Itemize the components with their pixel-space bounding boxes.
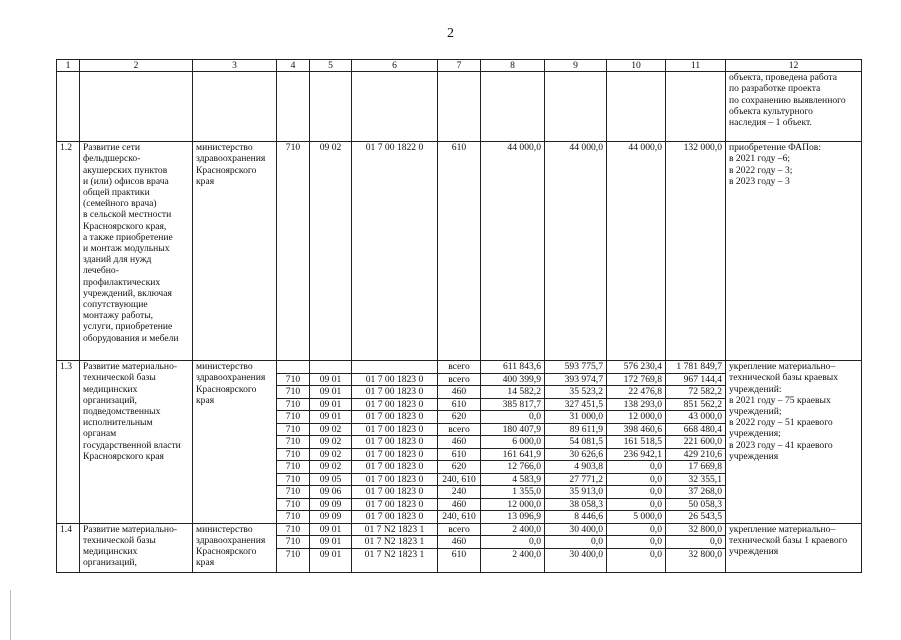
result-cell: укрепление материально– технической базы краевых учреждений: в 2021 году – 75 краевых учреждений; в 2022 году – 51 краевого учреждения; в 2023 году – 41 краевого учреждения (726, 361, 862, 524)
vr-cell: всего (438, 423, 481, 436)
event-name: Развитие материально- технической базы медицинских организаций, подведомственных исполнительным органам государственной власти Красноярского края (80, 361, 193, 524)
csr-cell: 01 7 00 1823 0 (352, 461, 438, 474)
value-2023: 12 000,0 (607, 411, 666, 424)
value-2023: 0,0 (607, 473, 666, 486)
row-number: 1.3 (57, 361, 80, 524)
empty-cell (666, 72, 726, 142)
row-number: 1.2 (57, 142, 80, 361)
column-header: 3 (193, 60, 277, 72)
value-2023: 44 000,0 (607, 142, 666, 361)
value-total: 43 000,0 (666, 411, 726, 424)
event-name: Развитие сети фельдшерско- акушерских пунктов и (или) офисов врача общей практики (семейного врача) в сельской местности Красноярского края, а также приобретение и монтаж модульных зданий для нужд лечебно- профилактических учреждений, включая сопутствующие монтажу работы, услуги, приобретение оборудования и мебели (80, 142, 193, 361)
vr-cell: всего (438, 373, 481, 386)
value-2022: 89 611,9 (545, 423, 607, 436)
row-1-3-line (57, 361, 862, 374)
column-header: 10 (607, 60, 666, 72)
grbs-cell: 710 (277, 398, 310, 411)
value-2022: 8 446,6 (545, 511, 607, 524)
csr-cell: 01 7 00 1823 0 (352, 436, 438, 449)
section-cell: 09 05 (310, 473, 352, 486)
vr-cell: 240 (438, 486, 481, 499)
continuation-row (57, 72, 862, 142)
section-cell: 09 09 (310, 511, 352, 524)
value-2022: 27 771,2 (545, 473, 607, 486)
value-2022: 30 626,6 (545, 448, 607, 461)
column-header: 7 (438, 60, 481, 72)
csr-cell: 01 7 00 1823 0 (352, 448, 438, 461)
vr-cell: 460 (438, 498, 481, 511)
empty-cell (545, 72, 607, 142)
empty-cell (57, 72, 80, 142)
result-cell: объекта, проведена работа по разработке проекта по сохранению выявленного объекта культурного наследия – 1 объект. (726, 72, 862, 142)
section-cell: 09 01 (310, 398, 352, 411)
grbs-cell: 710 (277, 423, 310, 436)
csr-cell: 01 7 00 1823 0 (352, 486, 438, 499)
csr-cell: 01 7 00 1823 0 (352, 498, 438, 511)
value-total: 50 058,3 (666, 498, 726, 511)
grbs-cell: 710 (277, 448, 310, 461)
grbs-cell: 710 (277, 498, 310, 511)
section-cell: 09 02 (310, 423, 352, 436)
value-total: 429 210,6 (666, 448, 726, 461)
section-cell: 09 02 (310, 461, 352, 474)
value-total: 32 800,0 (666, 523, 726, 536)
value-2021: 2 400,0 (481, 548, 545, 572)
value-2021: 12 000,0 (481, 498, 545, 511)
value-2021: 161 641,9 (481, 448, 545, 461)
section-cell: 09 02 (310, 448, 352, 461)
section-cell: 09 01 (310, 386, 352, 399)
vr-cell: 460 (438, 386, 481, 399)
value-2023: 0,0 (607, 523, 666, 536)
value-2022: 327 451,5 (545, 398, 607, 411)
value-2022: 4 903,8 (545, 461, 607, 474)
value-total: 668 480,4 (666, 423, 726, 436)
value-2021: 2 400,0 (481, 523, 545, 536)
value-2022: 593 775,7 (545, 361, 607, 374)
vr-cell: 620 (438, 411, 481, 424)
value-total: 26 543,5 (666, 511, 726, 524)
empty-cell (193, 72, 277, 142)
section-cell: 09 01 (310, 373, 352, 386)
value-2021: 12 766,0 (481, 461, 545, 474)
section-cell (310, 361, 352, 374)
value-total: 37 268,0 (666, 486, 726, 499)
result-cell: приобретение ФАПов: в 2021 году –6; в 2022 году – 3; в 2023 году – 3 (726, 142, 862, 361)
value-2021: 13 096,9 (481, 511, 545, 524)
value-2022: 44 000,0 (545, 142, 607, 361)
grbs-cell: 710 (277, 548, 310, 572)
value-2023: 161 518,5 (607, 436, 666, 449)
csr-cell: 01 7 00 1823 0 (352, 373, 438, 386)
value-2023: 172 769,8 (607, 373, 666, 386)
value-2022: 38 058,3 (545, 498, 607, 511)
value-2023: 0,0 (607, 486, 666, 499)
section-cell: 09 02 (310, 142, 352, 361)
column-header: 4 (277, 60, 310, 72)
value-2023: 398 460,6 (607, 423, 666, 436)
column-header: 12 (726, 60, 862, 72)
value-total: 1 781 849,7 (666, 361, 726, 374)
column-header: 6 (352, 60, 438, 72)
value-2022: 35 913,0 (545, 486, 607, 499)
ministry-cell: министерство здравоохранения Красноярского края (193, 523, 277, 572)
value-2022: 393 974,7 (545, 373, 607, 386)
grbs-cell: 710 (277, 486, 310, 499)
vr-cell: 610 (438, 398, 481, 411)
value-2022: 54 081,5 (545, 436, 607, 449)
value-2021: 44 000,0 (481, 142, 545, 361)
row-number: 1.4 (57, 523, 80, 572)
row-1-4-line (57, 523, 862, 536)
value-total: 0,0 (666, 536, 726, 549)
value-2023: 0,0 (607, 536, 666, 549)
value-2023: 5 000,0 (607, 511, 666, 524)
section-cell: 09 06 (310, 486, 352, 499)
value-2021: 400 399,9 (481, 373, 545, 386)
vr-cell: 240, 610 (438, 473, 481, 486)
empty-cell (310, 72, 352, 142)
vr-cell: 620 (438, 461, 481, 474)
page-number: 2 (447, 26, 454, 41)
value-2021: 611 843,6 (481, 361, 545, 374)
vr-cell: 610 (438, 448, 481, 461)
ministry-cell: министерство здравоохранения Красноярского края (193, 361, 277, 524)
row-1-2 (57, 142, 862, 361)
column-header: 9 (545, 60, 607, 72)
grbs-cell: 710 (277, 436, 310, 449)
csr-cell: 01 7 00 1822 0 (352, 142, 438, 361)
value-2022: 35 523,2 (545, 386, 607, 399)
csr-cell: 01 7 00 1823 0 (352, 398, 438, 411)
csr-cell: 01 7 00 1823 0 (352, 423, 438, 436)
value-total: 72 582,2 (666, 386, 726, 399)
csr-cell: 01 7 N2 1823 1 (352, 523, 438, 536)
grbs-cell: 710 (277, 511, 310, 524)
column-header: 5 (310, 60, 352, 72)
value-2021: 1 355,0 (481, 486, 545, 499)
header-row (57, 60, 862, 72)
empty-cell (607, 72, 666, 142)
value-2023: 576 230,4 (607, 361, 666, 374)
ministry-cell: министерство здравоохранения Красноярского края (193, 142, 277, 361)
value-2023: 138 293,0 (607, 398, 666, 411)
value-total: 967 144,4 (666, 373, 726, 386)
section-cell: 09 01 (310, 536, 352, 549)
grbs-cell: 710 (277, 411, 310, 424)
value-total: 132 000,0 (666, 142, 726, 361)
empty-cell (277, 72, 310, 142)
csr-cell (352, 361, 438, 374)
csr-cell: 01 7 00 1823 0 (352, 473, 438, 486)
vr-cell: всего (438, 361, 481, 374)
vr-cell: 460 (438, 436, 481, 449)
grbs-cell: 710 (277, 142, 310, 361)
column-header: 8 (481, 60, 545, 72)
grbs-cell: 710 (277, 373, 310, 386)
value-2021: 6 000,0 (481, 436, 545, 449)
vr-cell: 610 (438, 548, 481, 572)
value-2021: 180 407,9 (481, 423, 545, 436)
empty-cell (80, 72, 193, 142)
value-2021: 385 817,7 (481, 398, 545, 411)
value-2023: 22 476,8 (607, 386, 666, 399)
value-total: 221 600,0 (666, 436, 726, 449)
value-2021: 4 583,9 (481, 473, 545, 486)
result-cell: укрепление материально– технической базы 1 краевого учреждения (726, 523, 862, 572)
column-header: 1 (57, 60, 80, 72)
value-total: 851 562,2 (666, 398, 726, 411)
event-name: Развитие материально- технической базы медицинских организаций, (80, 523, 193, 572)
value-total: 32 355,1 (666, 473, 726, 486)
value-2023: 0,0 (607, 548, 666, 572)
vr-cell: 240, 610 (438, 511, 481, 524)
section-cell: 09 02 (310, 436, 352, 449)
value-2023: 0,0 (607, 461, 666, 474)
grbs-cell: 710 (277, 461, 310, 474)
vr-cell: 460 (438, 536, 481, 549)
grbs-cell: 710 (277, 536, 310, 549)
column-header: 11 (666, 60, 726, 72)
grbs-cell (277, 361, 310, 374)
value-2021: 0,0 (481, 411, 545, 424)
value-2022: 31 000,0 (545, 411, 607, 424)
value-2021: 14 582,2 (481, 386, 545, 399)
csr-cell: 01 7 00 1823 0 (352, 411, 438, 424)
grbs-cell: 710 (277, 386, 310, 399)
section-cell: 09 01 (310, 523, 352, 536)
section-cell: 09 01 (310, 411, 352, 424)
empty-cell (438, 72, 481, 142)
value-2022: 30 400,0 (545, 523, 607, 536)
empty-cell (481, 72, 545, 142)
csr-cell: 01 7 00 1823 0 (352, 511, 438, 524)
value-2023: 236 942,1 (607, 448, 666, 461)
vr-cell: 610 (438, 142, 481, 361)
budget-table (56, 59, 862, 573)
value-total: 32 800,0 (666, 548, 726, 572)
section-cell: 09 09 (310, 498, 352, 511)
grbs-cell: 710 (277, 473, 310, 486)
margin-line (10, 590, 11, 640)
csr-cell: 01 7 00 1823 0 (352, 386, 438, 399)
csr-cell: 01 7 N2 1823 1 (352, 548, 438, 572)
vr-cell: всего (438, 523, 481, 536)
value-2023: 0,0 (607, 498, 666, 511)
section-cell: 09 01 (310, 548, 352, 572)
grbs-cell: 710 (277, 523, 310, 536)
value-2022: 0,0 (545, 536, 607, 549)
column-header: 2 (80, 60, 193, 72)
empty-cell (352, 72, 438, 142)
value-total: 17 669,8 (666, 461, 726, 474)
value-2021: 0,0 (481, 536, 545, 549)
value-2022: 30 400,0 (545, 548, 607, 572)
csr-cell: 01 7 N2 1823 1 (352, 536, 438, 549)
